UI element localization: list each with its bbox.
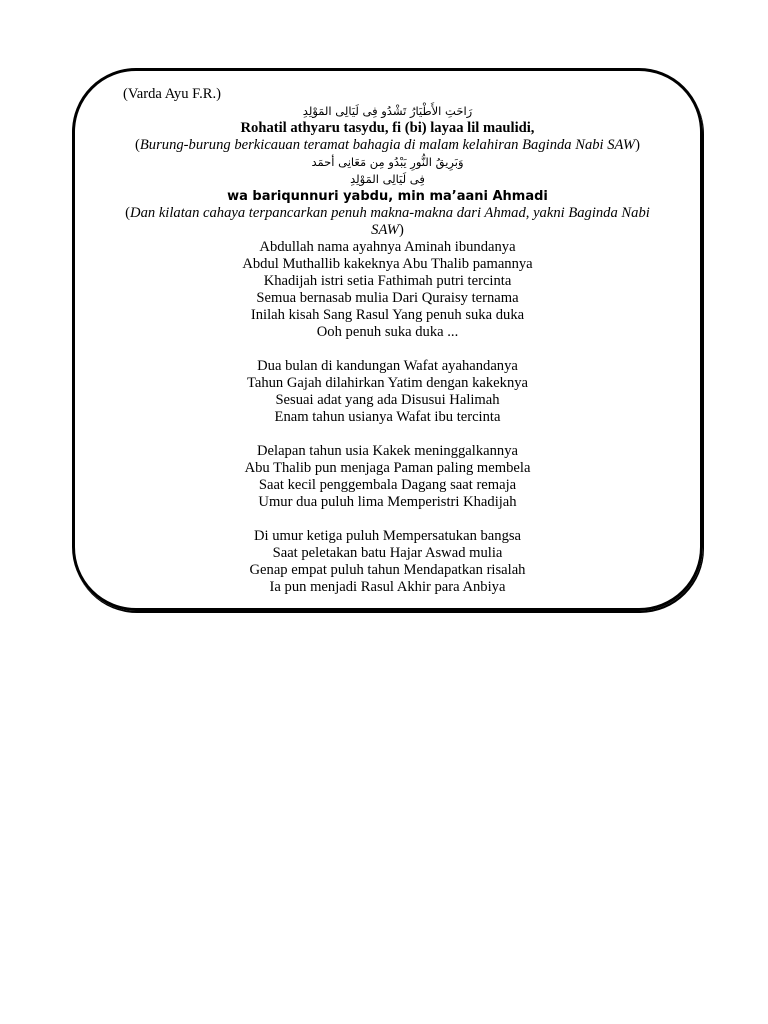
arabic-verse-2-line-2: فِى لَيَالِى المَوْلِدِ <box>350 172 425 186</box>
latin-verse-1: Rohatil athyaru tasydu, fi (bi) layaa lil maulidi, <box>240 120 535 136</box>
lyric-line: Inilah kisah Sang Rasul Yang penuh suka duka <box>250 307 525 323</box>
lyric-line: Saat peletakan batu Hajar Aswad mulia <box>272 545 503 561</box>
stanza-3 <box>100 443 675 511</box>
translation-verse-2-line-2 <box>100 222 675 239</box>
lyric-line: Saat kecil penggembala Dagang saat remaja <box>258 477 517 493</box>
translation-text: SAW <box>371 222 399 238</box>
lyric-line: Semua bernasab mulia Dari Quraisy ternama <box>256 290 519 306</box>
lyric-line: Delapan tahun usia Kakek meninggalkannya <box>257 443 518 459</box>
latin-verse-2: wa bariqunnuri yabdu, min ma’aani Ahmadi <box>227 189 548 204</box>
lyric-line: Sesuai adat yang ada Disusui Halimah <box>275 392 500 408</box>
lyric-line: Tahun Gajah dilahirkan Yatim dengan kakeknya <box>246 375 529 391</box>
lyric-line: Abdul Muthallib kakeknya Abu Thalib pamannya <box>242 256 533 272</box>
paren-close: ) <box>398 222 404 238</box>
translation-verse-1 <box>100 137 675 154</box>
stanza-1 <box>100 239 675 341</box>
translation-text: Burung-burung berkicauan teramat bahagia di malam kelahiran Baginda Nabi SAW <box>139 137 636 153</box>
translation-text: Dan kilatan cahaya terpancarkan penuh makna-makna dari Ahmad, yakni Baginda Nabi <box>130 205 650 221</box>
lyric-line: Genap empat puluh tahun Mendapatkan risalah <box>249 562 526 578</box>
lyric-line: Abdullah nama ayahnya Aminah ibundanya <box>259 239 516 255</box>
stanza-2 <box>100 358 675 426</box>
stanza-4 <box>100 528 675 596</box>
arabic-verse-2-line-1: وَبَرِيقُ النُّورِ يَبْدُو مِن مَعَانِى أحمَد <box>311 155 464 169</box>
translation-verse-2-line-1 <box>100 205 675 222</box>
paren-close: ) <box>635 137 640 153</box>
paren-open: ( <box>135 137 140 153</box>
lyric-line: Dua bulan di kandungan Wafat ayahandanya <box>257 358 518 374</box>
lyrics-content <box>100 86 675 613</box>
lyric-line: Umur dua puluh lima Memperistri Khadijah <box>258 494 517 510</box>
arabic-verse-1: رَاحَتِ الأَطْيَارُ تَشْدُو فِى لَيَالِى المَوْلِدِ <box>302 104 473 118</box>
lyric-line: Khadijah istri setia Fathimah putri tercinta <box>263 273 512 289</box>
paren-open: ( <box>125 205 131 221</box>
lyric-line: Abu Thalib pun menjaga Paman paling membela <box>244 460 531 476</box>
lyric-line: Ooh penuh suka duka ... <box>316 324 459 340</box>
author-credit: (Varda Ayu F.R.) <box>123 86 222 102</box>
lyric-line: Di umur ketiga puluh Mempersatukan bangsa <box>253 528 522 544</box>
lyric-line: Ia pun menjadi Rasul Akhir para Anbiya <box>269 579 506 595</box>
lyric-line: Enam tahun usianya Wafat ibu tercinta <box>274 409 501 425</box>
